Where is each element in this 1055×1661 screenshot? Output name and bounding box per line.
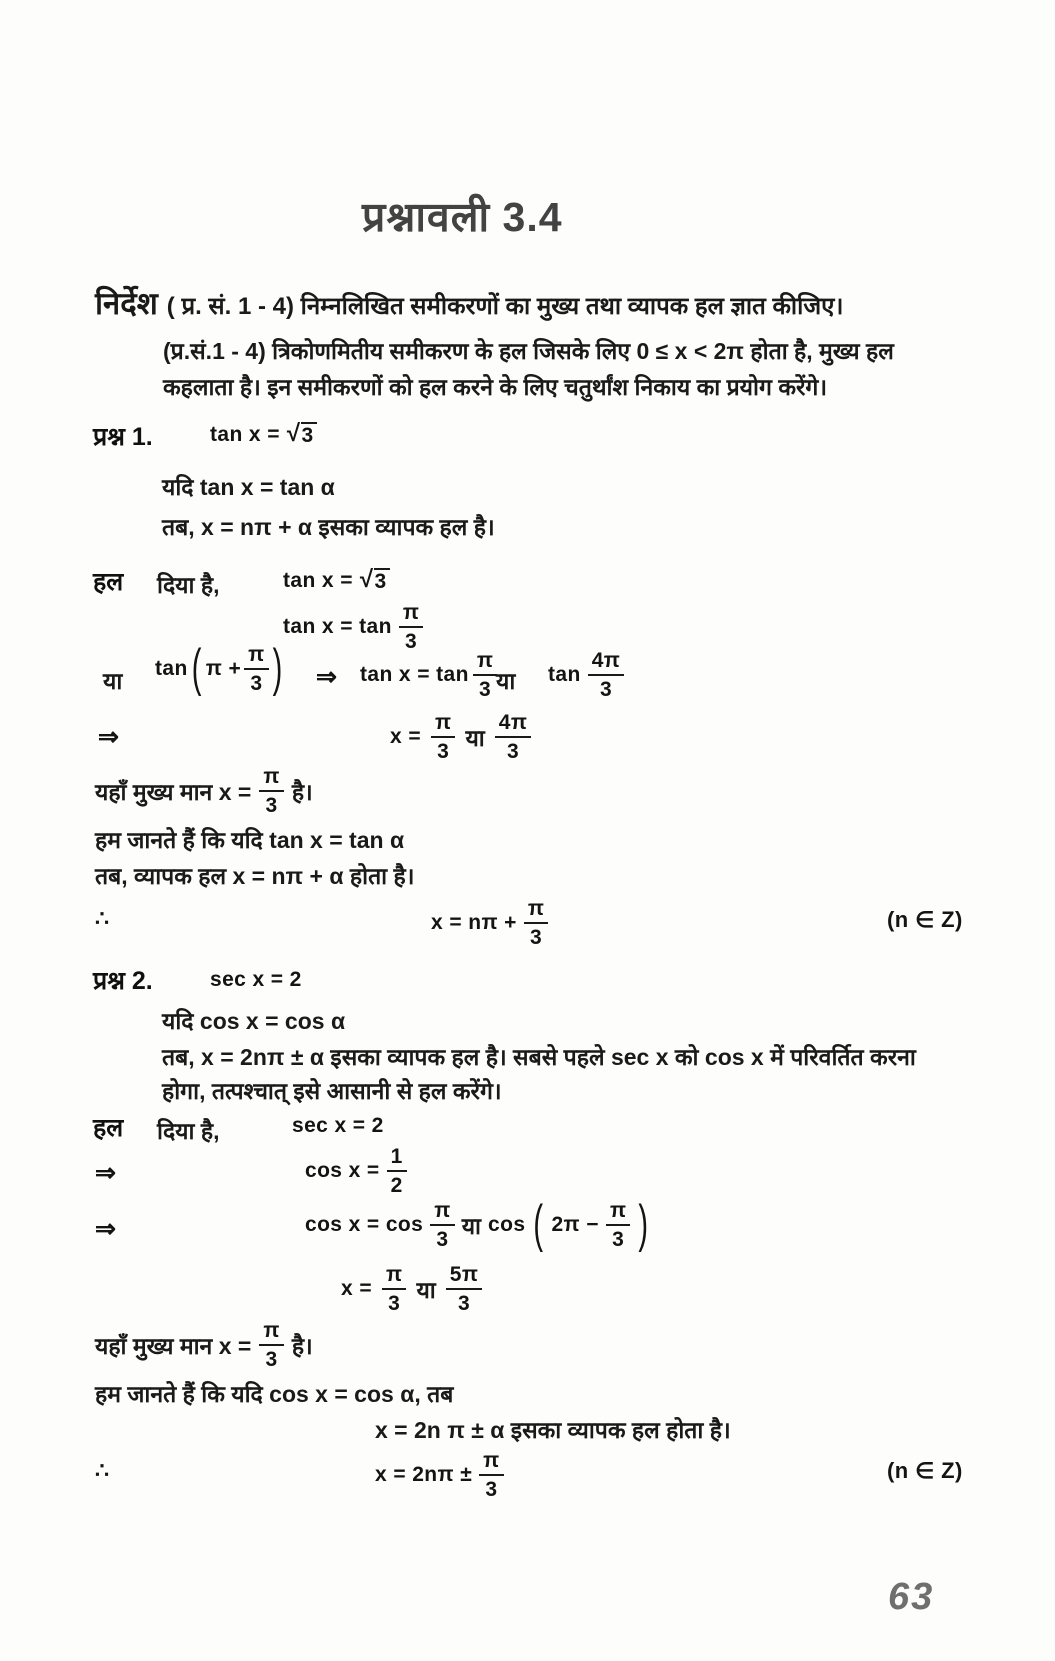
implies-arrow: ⇒	[316, 663, 338, 691]
q1-step2-paren-group	[155, 639, 284, 697]
q1-statement-pre: tan x =	[210, 422, 280, 446]
q1-n-in-z-note: (n ∈ Z)	[887, 907, 963, 932]
q1-step2-ya: या	[103, 668, 123, 694]
fraction: $\frac{\pi}{3}$	[259, 1320, 283, 1370]
q2-step2-pre: cos x = cos	[305, 1213, 424, 1236]
fraction: $\frac{\pi}{3}$	[524, 898, 548, 948]
q1-principal-line	[95, 766, 313, 816]
q1-solution-equation	[283, 568, 390, 593]
q2-tab-line-2: होगा, तत्पश्चात् इसे आसानी से हल करेंगे।	[162, 1078, 502, 1104]
q1-statement-sqrt	[287, 422, 317, 447]
q2-solution-given: दिया है,	[157, 1118, 220, 1144]
q2-step1-pre: cos x =	[305, 1159, 380, 1182]
q2-n-in-z-note: (n ∈ Z)	[887, 1458, 963, 1483]
q1-sol-eq-sqrt	[360, 568, 390, 593]
q1-step3-ya: या	[465, 725, 485, 751]
q2-general-line: x = 2n π ± α इसका व्यापक हल होता है।	[375, 1417, 731, 1443]
paren-open: (	[533, 1195, 544, 1253]
fraction: $\frac{\pi}{3}$	[382, 1264, 406, 1314]
paren-close: )	[272, 639, 283, 697]
q2-step2-cos2: cos	[488, 1213, 526, 1236]
fraction: $\frac{\pi}{3}$	[431, 712, 455, 762]
q1-general-line: तब, व्यापक हल x = nπ + α होता है।	[95, 863, 415, 889]
fraction: $\frac{\pi}{3}$	[479, 1450, 503, 1500]
radicand: 3	[301, 422, 317, 447]
fraction: $\frac{\pi}{3}$	[259, 766, 283, 816]
q1-step2-tan2: tan	[548, 663, 581, 686]
q1-conclusion-pre: x = nπ +	[431, 911, 517, 934]
radical-sign: √	[359, 566, 374, 593]
therefore-sign: ∴	[95, 1458, 110, 1483]
implies-arrow: ⇒	[95, 1215, 117, 1243]
radicand: 3	[374, 568, 390, 593]
q1-step2-mid: tan x = tan	[360, 663, 469, 686]
q1-step1-pre: tan x = tan	[283, 615, 392, 638]
page-number: 63	[888, 1576, 935, 1618]
q2-conclusion-pre: x = 2nπ ±	[375, 1463, 473, 1486]
directions-text: ( प्र. सं. 1 - 4) निम्नलिखित समीकरणों का मुख्य तथा व्यापक हल ज्ञात कीजिए।	[166, 293, 844, 320]
therefore-sign: ∴	[95, 906, 110, 931]
paren-open: (	[191, 639, 202, 697]
q2-step2-inner: 2π −	[551, 1213, 599, 1236]
q1-step1	[283, 602, 423, 652]
fraction: $\frac{1}{2}$	[387, 1146, 407, 1196]
q1-statement	[210, 422, 317, 447]
fraction: $\frac{\pi}{3}$	[430, 1200, 454, 1250]
q2-tab-line-1: तब, x = 2nπ ± α इसका व्यापक हल है। सबसे पहले sec x को cos x में परिवर्तित करना	[162, 1044, 916, 1070]
q2-step2-ya: या	[461, 1213, 482, 1239]
q2-principal-post: है।	[291, 1333, 313, 1359]
q2-principal-line	[95, 1320, 313, 1370]
directions-note-line-1: (प्र.सं.1 - 4) त्रिकोणमितीय समीकरण के हल जिसके लिए 0 ≤ x < 2π होता है, मुख्य हल	[163, 338, 894, 364]
implies-arrow: ⇒	[95, 1159, 117, 1187]
q1-principal-post: है।	[291, 779, 313, 805]
fraction: $\frac{\pi}{3}$	[473, 650, 497, 700]
directions-row	[95, 282, 844, 324]
q2-solution-label: हल	[93, 1114, 124, 1142]
q2-step2-group	[305, 1195, 649, 1253]
fraction: $\frac{4\pi}{3}$	[495, 712, 532, 762]
fraction: $\frac{\pi}{3}$	[606, 1200, 630, 1250]
q2-step3-ya: या	[416, 1277, 436, 1303]
q1-tab-line: तब, x = nπ + α इसका व्यापक हल है।	[162, 514, 495, 540]
implies-arrow: ⇒	[98, 723, 120, 751]
q1-known-line: हम जानते हैं कि यदि tan x = tan α	[95, 827, 405, 853]
q2-statement: sec x = 2	[210, 968, 302, 991]
q1-sol-eq-pre: tan x =	[283, 568, 353, 592]
q1-yadi-line: यदि tan x = tan α	[162, 474, 335, 500]
q1-step3-group	[390, 712, 531, 762]
q1-step2-tan: tan	[155, 657, 188, 680]
q2-step1-group	[305, 1146, 407, 1196]
question-2-label: प्रश्न 2.	[93, 967, 153, 995]
fraction: $\frac{\pi}{3}$	[399, 602, 423, 652]
q2-yadi-line: यदि cos x = cos α	[162, 1008, 346, 1034]
q2-solution-equation: sec x = 2	[292, 1114, 384, 1137]
question-1-label: प्रश्न 1.	[93, 423, 153, 451]
fraction: $\frac{5\pi}{3}$	[446, 1264, 483, 1314]
q1-step2-inner: π +	[205, 657, 242, 680]
q2-conclusion-eq	[375, 1450, 504, 1500]
paren-close: )	[638, 1195, 649, 1253]
q2-step3-group	[341, 1264, 482, 1314]
q2-known-line: हम जानते हैं कि यदि cos x = cos α, तब	[95, 1381, 454, 1407]
q1-principal-pre: यहाँ मुख्य मान x =	[95, 779, 252, 805]
page-title: प्रश्नावली 3.4	[362, 194, 563, 240]
q1-step2-ya2: या	[496, 668, 516, 694]
q1-conclusion-eq	[431, 898, 548, 948]
q1-solution-given: दिया है,	[157, 572, 220, 598]
directions-note-line-2: कहलाता है। इन समीकरणों को हल करने के लिए चतुर्थांश निकाय का प्रयोग करेंगे।	[163, 374, 828, 400]
q1-step2-mid-group	[360, 650, 497, 700]
q1-step2-tan2-group	[548, 650, 624, 700]
fraction: $\frac{\pi}{3}$	[244, 644, 268, 694]
q1-solution-label: हल	[93, 568, 124, 596]
directions-label: निर्देश	[95, 286, 158, 321]
radical-sign: √	[286, 420, 301, 447]
fraction: $\frac{4\pi}{3}$	[588, 650, 625, 700]
q1-step3-pre: x =	[390, 725, 421, 748]
q2-principal-pre: यहाँ मुख्य मान x =	[95, 1333, 252, 1359]
q2-step3-pre: x =	[341, 1277, 372, 1300]
